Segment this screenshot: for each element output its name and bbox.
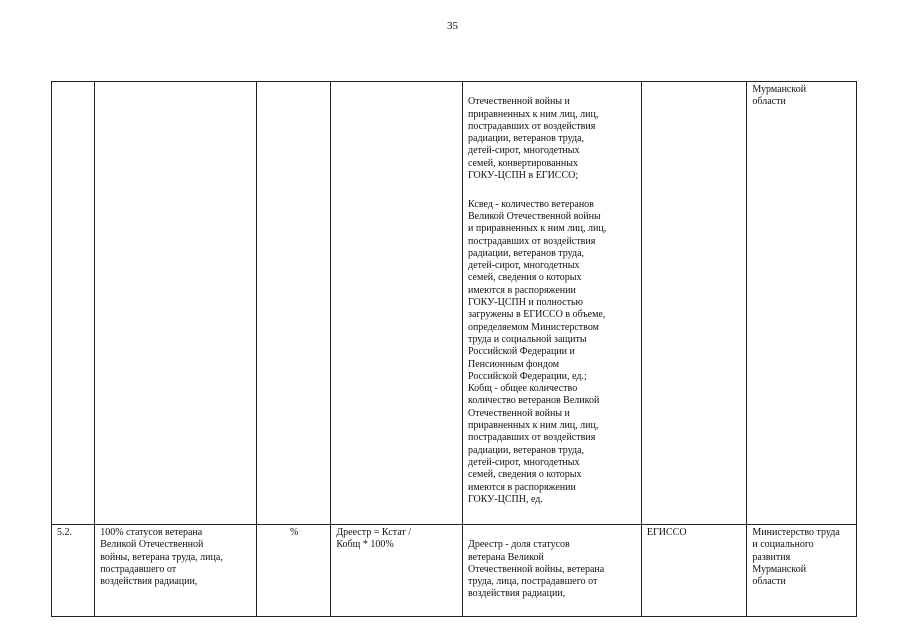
cell-source <box>641 82 747 525</box>
cell-formula: Дреестр = Кстат / Кобщ * 100% <box>331 525 463 617</box>
cell-description <box>463 525 642 617</box>
cell-description <box>463 82 642 525</box>
table-row <box>52 525 857 617</box>
table-row <box>52 82 857 525</box>
cell-indicator-name <box>95 82 257 525</box>
cell-source: ЕГИССО <box>641 525 747 617</box>
cell-responsible: Мурманской области <box>747 82 857 525</box>
description-paragraph: Ксвед - количество ветеранов Великой Отечественной войны и приравненных к ним лиц, лиц, пострадавших от воздействия радиации, ветеранов труда, детей-сирот, многодетных семей, сведения о которых имеются в распоряжении ГОКУ-ЦСПН и полностью загружены в ЕГИССО в объеме, определяемом Министерством труда и социальной защиты Российской Федерации и Пенсионным фондом Российской Федерации, ед.; Кобщ - общее количество количество ветеранов Великой Отечественной войны и приравненных к ним лиц, лиц, пострадавших от воздействия радиации, ветеранов труда, детей-сирот, многодетных семей, сведения о которых имеются в распоряжении ГОКУ-ЦСПН, ед. <box>468 198 607 505</box>
description-paragraph: Отечественной войны и приравненных к ним лиц, лиц, пострадавших от воздействия радиации, ветеранов труда, детей-сирот, многодетных семей, конвертированных ГОКУ-ЦСПН в ЕГИССО; <box>468 96 599 182</box>
indicator-table <box>51 81 857 617</box>
cell-unit <box>257 82 331 525</box>
cell-unit: % <box>257 525 331 617</box>
cell-number <box>52 82 95 525</box>
cell-formula <box>331 82 463 525</box>
description-paragraph: Дреестр - доля статусов ветерана Великой Отечественной войны, ветерана труда, лица, пострадавшего от воздействия радиации, <box>468 539 605 600</box>
page-number: 35 <box>447 20 458 32</box>
cell-indicator-name: 100% статусов ветерана Великой Отечественной войны, ветерана труда, лица, пострадавшего от воздействия радиации, <box>95 525 257 617</box>
cell-responsible: Министерство труда и социального развития Мурманской области <box>747 525 857 617</box>
cell-number: 5.2. <box>52 525 95 617</box>
